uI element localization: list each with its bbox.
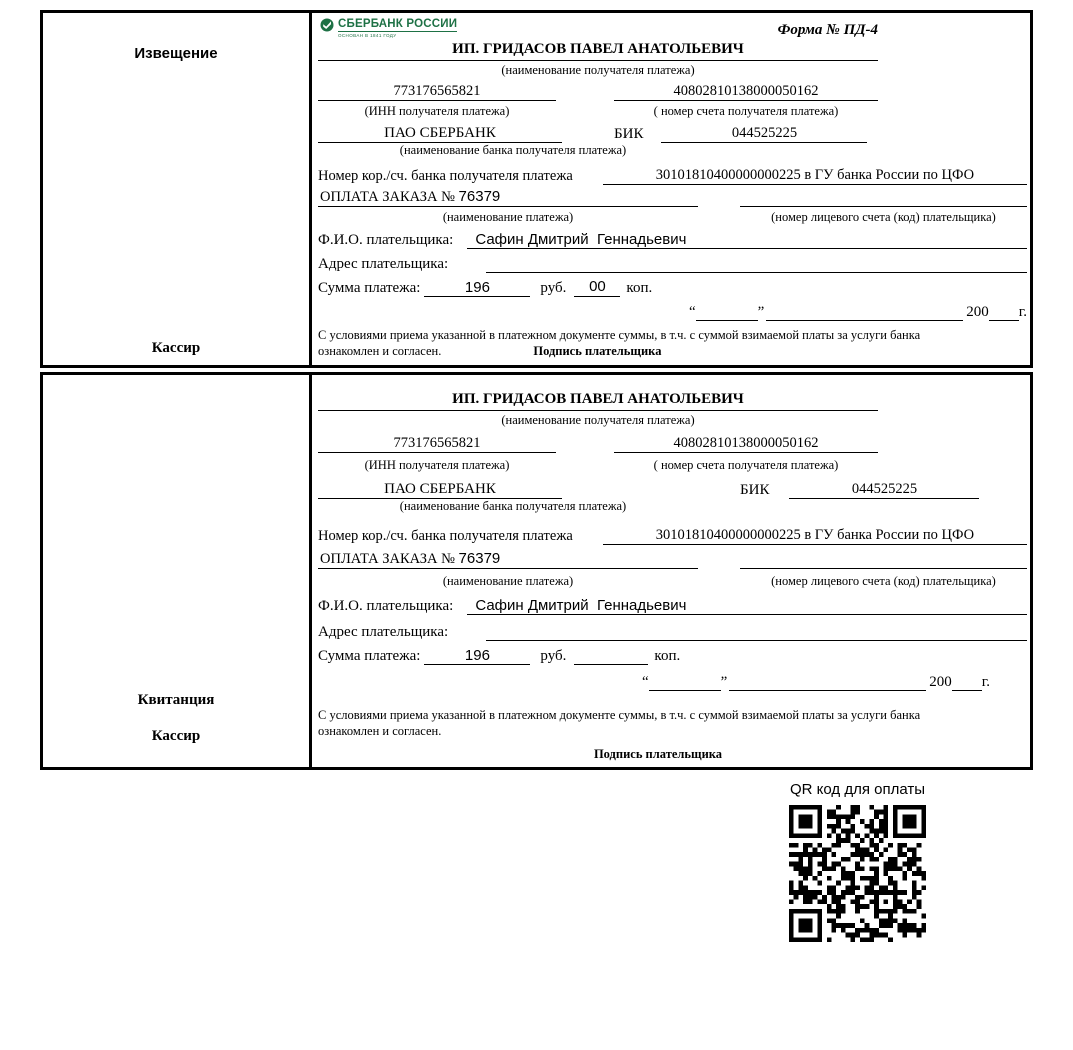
caption-payment-name: (наименование платежа) [442, 574, 574, 588]
payer-name-value: Сафин Дмитрий Геннадьевич [467, 597, 1027, 615]
sberbank-logo-name: СБЕРБАНК РОССИИ [338, 18, 458, 30]
corr-account-value: 30101810400000000225 в ГУ банка России по ЦФО [603, 527, 1027, 545]
order-number-value: 76379 [458, 550, 501, 567]
agreement-text [318, 707, 982, 739]
payer-name-label: Ф.И.О. плательщика: [318, 232, 454, 248]
rub-label: руб. [540, 280, 567, 296]
recipient-name: ИП. ГРИДАСОВ ПАВЕЛ АНАТОЛЬЕВИЧ [318, 391, 878, 411]
notice-section [40, 10, 1033, 368]
corr-account-label: Номер кор./сч. банка получателя платежа [318, 168, 573, 184]
payment-purpose-value [318, 550, 698, 569]
corr-account-row [318, 519, 1027, 545]
payer-address-value [486, 615, 1027, 641]
qr-caption: QR код для оплаты [789, 781, 925, 798]
caption-bank-name: (наименование банка получателя платежа) [399, 143, 627, 157]
inn-value: 773176565821 [318, 435, 556, 453]
bik-label: БИК [740, 482, 770, 498]
receipt-title: Квитанция [137, 692, 215, 708]
qr-code [789, 805, 926, 942]
payment-purpose-label: ОПЛАТА ЗАКАЗА № [320, 551, 459, 567]
form-number-label: Форма № ПД-4 [777, 22, 878, 38]
date-year-field [989, 302, 1019, 321]
sberbank-logo-icon [320, 18, 334, 32]
year-suffix: г. [981, 674, 990, 690]
date-row [318, 665, 990, 691]
payment-captions [318, 207, 1027, 225]
caption-account: ( номер счета получателя платежа) [653, 104, 839, 118]
payer-code-field [740, 545, 1027, 569]
amount-kop-value [574, 646, 648, 665]
receipt-section [40, 372, 1033, 770]
year-prefix: 200 [929, 674, 952, 690]
payment-purpose-value [318, 188, 698, 207]
receipt-content [312, 375, 1035, 767]
account-value: 40802810138000050162 [614, 83, 878, 101]
bik-value: 044525225 [661, 125, 867, 143]
quote-open: “ [641, 674, 649, 690]
bank-name-value: ПАО СБЕРБАНК [318, 125, 562, 143]
qr-block [789, 781, 926, 942]
kop-label: коп. [626, 280, 653, 296]
amount-rub-value: 196 [424, 279, 530, 297]
date-month-field [766, 302, 963, 321]
payer-name-value: Сафин Дмитрий Геннадьевич [467, 231, 1027, 249]
payment-purpose-row [318, 185, 1027, 207]
caption-payer-code: (номер лицевого счета (код) плательщика) [771, 574, 996, 588]
signature-label: Подпись плательщика [533, 344, 662, 358]
inn-account-captions [318, 101, 878, 119]
caption-payer-code: (номер лицевого счета (код) плательщика) [771, 210, 996, 224]
bik-label: БИК [614, 126, 644, 142]
receipt-left-column [43, 375, 312, 767]
payer-name-row [318, 225, 1027, 249]
inn-account-captions [318, 453, 878, 473]
rub-label: руб. [540, 648, 567, 664]
quote-close: ” [757, 304, 765, 320]
inn-value: 773176565821 [318, 83, 556, 101]
sberbank-logo-text [338, 18, 457, 38]
corr-account-value: 30101810400000000225 в ГУ банка России по ЦФО [603, 167, 1027, 185]
amount-kop-value: 00 [574, 278, 620, 297]
corr-account-row [318, 161, 1027, 185]
agreement-text [318, 327, 982, 359]
notice-content [312, 13, 1035, 365]
inn-account-row [318, 79, 878, 101]
corr-account-label: Номер кор./сч. банка получателя платежа [318, 528, 573, 544]
payer-address-value [486, 249, 1027, 273]
amount-rub-value: 196 [424, 647, 530, 665]
sberbank-logo-subtext: ОСНОВАН В 1841 ГОДУ [338, 33, 397, 38]
amount-label: Сумма платежа: [318, 280, 421, 296]
caption-account: ( номер счета получателя платежа) [653, 458, 839, 472]
date-day-field [649, 672, 721, 691]
amount-row [318, 641, 1027, 665]
bik-value: 044525225 [789, 481, 979, 499]
year-suffix: г. [1018, 304, 1027, 320]
account-value: 40802810138000050162 [614, 435, 878, 453]
caption-bank-name: (наименование банка получателя платежа) [399, 499, 627, 513]
payer-name-label: Ф.И.О. плательщика: [318, 598, 454, 614]
sberbank-logo [320, 18, 457, 38]
payer-address-row [318, 249, 1027, 273]
caption-payment-name: (наименование платежа) [442, 210, 574, 224]
payment-captions [318, 569, 1027, 589]
inn-account-row [318, 429, 878, 453]
payer-name-row [318, 589, 1027, 615]
payer-address-label: Адрес плательщика: [318, 624, 449, 640]
bank-name-value: ПАО СБЕРБАНК [318, 481, 562, 499]
quote-close: ” [720, 674, 728, 690]
amount-row [318, 273, 1027, 297]
payer-address-label: Адрес плательщика: [318, 256, 449, 272]
order-number-value: 76379 [458, 188, 501, 205]
agreement-body: С условиями приема указанной в платежном документе суммы, в т.ч. с суммой взимаемой платы за услуги банка ознакомлен и согласен. [318, 328, 921, 358]
payer-address-row [318, 615, 1027, 641]
date-month-field [729, 672, 926, 691]
payment-purpose-label: ОПЛАТА ЗАКАЗА № [320, 189, 459, 205]
payer-code-field [740, 185, 1027, 207]
kop-label: коп. [654, 648, 681, 664]
bank-row [318, 119, 1033, 143]
agreement-body: С условиями приема указанной в платежном документе суммы, в т.ч. с суммой взимаемой платы за услуги банка ознакомлен и согласен. [318, 708, 921, 738]
notice-left-column [43, 13, 312, 365]
form-header [318, 17, 878, 41]
year-prefix: 200 [966, 304, 989, 320]
signature-label: Подпись плательщика [593, 747, 723, 761]
caption-inn: (ИНН получателя платежа) [364, 458, 510, 472]
cashier-label: Кассир [151, 728, 201, 744]
caption-recipient-name: (наименование получателя платежа) [501, 413, 695, 427]
date-year-field [952, 672, 982, 691]
bank-row [318, 473, 1033, 499]
caption-inn: (ИНН получателя платежа) [364, 104, 510, 118]
date-day-field [696, 302, 758, 321]
cashier-label: Кассир [151, 340, 201, 356]
caption-recipient-name: (наименование получателя платежа) [501, 63, 695, 77]
notice-title: Извещение [134, 45, 218, 62]
date-row [318, 297, 1027, 321]
quote-open: “ [688, 304, 696, 320]
payment-purpose-row [318, 545, 1027, 569]
amount-label: Сумма платежа: [318, 648, 421, 664]
recipient-name: ИП. ГРИДАСОВ ПАВЕЛ АНАТОЛЬЕВИЧ [318, 41, 878, 61]
